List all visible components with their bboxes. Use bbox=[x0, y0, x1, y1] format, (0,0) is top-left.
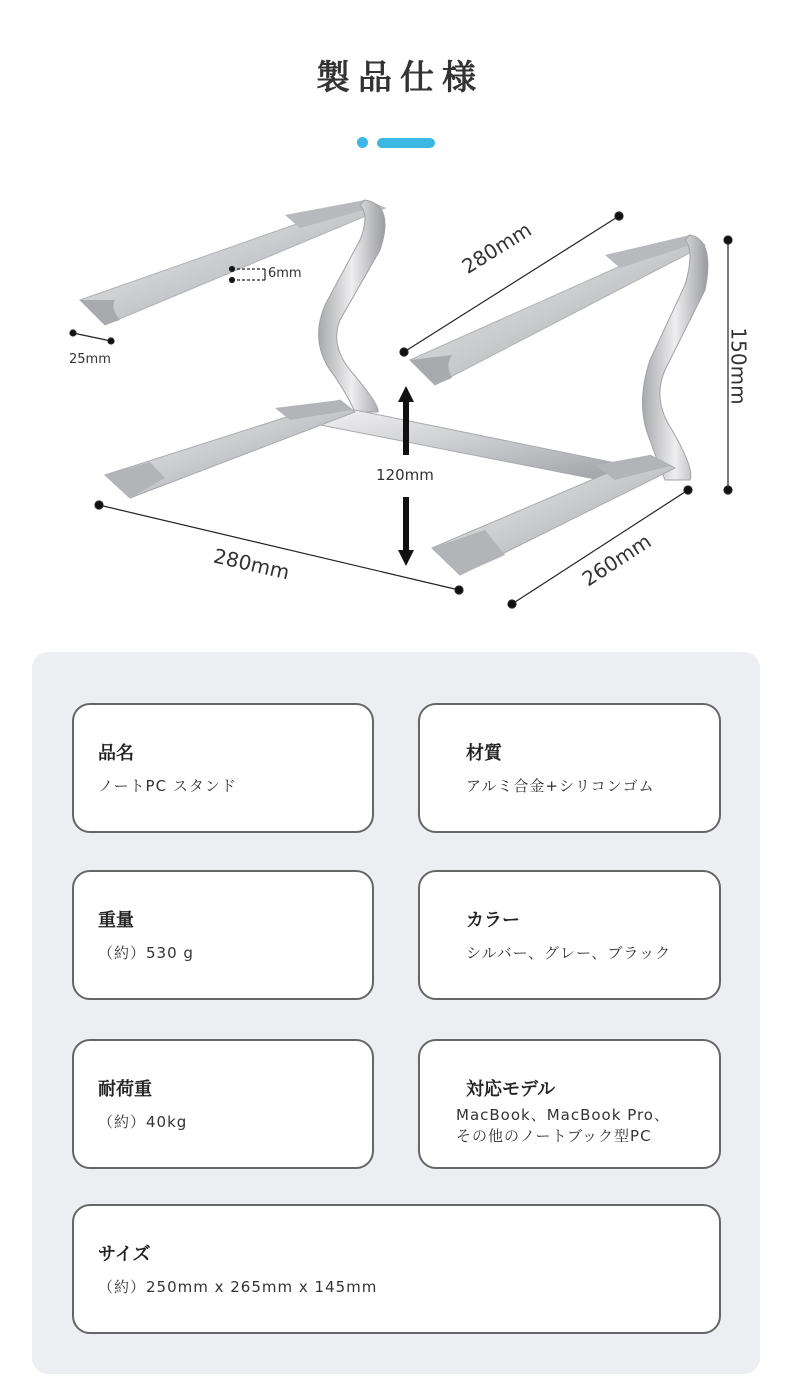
dim-thickness: 6mm bbox=[268, 266, 302, 281]
crossbar bbox=[295, 410, 650, 480]
spec-value: アルミ合金+シリコンゴム bbox=[466, 777, 655, 795]
spec-value: ノートPC スタンド bbox=[98, 777, 237, 795]
indicator-bar-active bbox=[377, 138, 435, 148]
dim-height: 150mm bbox=[726, 327, 751, 405]
page-title: 製品仕様 bbox=[316, 58, 484, 98]
indicator-dot bbox=[357, 137, 368, 148]
spec-card-color bbox=[418, 870, 721, 1000]
spec-card-load bbox=[72, 1039, 374, 1169]
spec-panel bbox=[32, 652, 760, 1374]
spec-label: 材質 bbox=[466, 743, 502, 764]
spec-card-weight bbox=[72, 870, 374, 1000]
dim-base-length: 280mm bbox=[211, 543, 292, 585]
spec-label: 品名 bbox=[98, 743, 134, 764]
left-base bbox=[105, 400, 355, 498]
stand-illustration bbox=[0, 170, 800, 630]
spec-card-name bbox=[72, 703, 374, 833]
spec-card-material bbox=[418, 703, 721, 833]
spec-value: （約）530 g bbox=[98, 944, 194, 962]
dim-pad: 25mm bbox=[69, 352, 111, 367]
spec-label: カラー bbox=[466, 910, 520, 931]
spec-card-size bbox=[72, 1204, 721, 1334]
spec-value-line1: MacBook、MacBook Pro、 bbox=[456, 1106, 670, 1124]
dim-lift: 120mm bbox=[376, 466, 434, 484]
dim-top-depth: 280mm bbox=[457, 217, 536, 279]
spec-label: 耐荷重 bbox=[98, 1079, 152, 1100]
spec-value: （約）40kg bbox=[98, 1113, 188, 1131]
spec-card-models bbox=[418, 1039, 721, 1169]
spec-label: 重量 bbox=[98, 910, 134, 931]
spec-label: 対応モデル bbox=[466, 1079, 556, 1100]
spec-label: サイズ bbox=[98, 1244, 151, 1265]
spec-value: （約）250mm x 265mm x 145mm bbox=[98, 1278, 378, 1296]
spec-value: シルバー、グレー、ブラック bbox=[466, 944, 672, 962]
dim-base-width: 260mm bbox=[577, 528, 656, 592]
spec-value-line2: その他のノートブック型PC bbox=[456, 1127, 652, 1145]
product-dimension-diagram bbox=[0, 170, 800, 630]
